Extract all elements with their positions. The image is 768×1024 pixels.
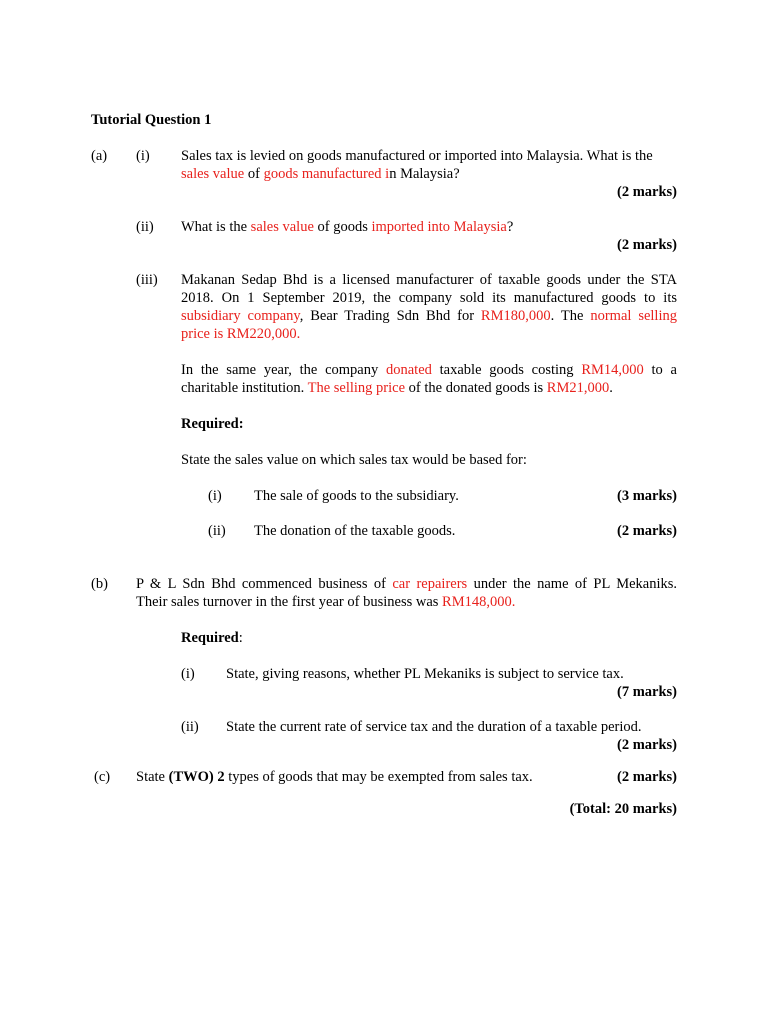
a-i-line2 xyxy=(181,165,672,183)
a-ii-seg1: What is the xyxy=(181,219,251,235)
a-ii-red-imported: imported into Malaysia xyxy=(371,219,507,235)
a-i-marks: (2 marks) xyxy=(616,184,677,200)
b-required xyxy=(181,629,243,647)
c-text xyxy=(136,768,533,786)
c-seg1: State xyxy=(136,769,169,785)
a-i-text-seg2: n Malaysia? xyxy=(389,166,460,182)
a-iii-red-rm21000: RM21,000 xyxy=(546,380,610,396)
a-iii-seg1: , Bear Trading Sdn Bhd for xyxy=(299,308,481,324)
a-i-red-sales-value: sales value xyxy=(181,166,245,182)
a-iii-line4: price is RM220,000. xyxy=(181,326,301,342)
b-line1 xyxy=(136,575,677,593)
a-iii-paragraph2 xyxy=(181,361,677,397)
a-ii-marks: (2 marks) xyxy=(616,237,677,253)
a-iii-red-donated: donated xyxy=(385,362,432,378)
a-iii-red-rm180000: RM180,000 xyxy=(480,308,551,324)
b-required-word: Required xyxy=(181,630,239,646)
part-c-label: (c) xyxy=(94,769,111,785)
a-iii-p2-seg3: to a xyxy=(643,362,677,378)
a-iii-sub-i-text: The sale of goods to the subsidiary. xyxy=(254,488,459,504)
a-iii-line3 xyxy=(181,307,677,325)
a-iii-line1: Makanan Sedap Bhd is a licensed manufacturer of taxable goods under the STA xyxy=(181,272,677,288)
a-i-red-goods-manufactured: goods manufactured i xyxy=(263,166,390,182)
total-marks: (Total: 20 marks) xyxy=(569,801,677,817)
a-iii-label: (iii) xyxy=(136,272,158,288)
a-iii-seg2: . The xyxy=(550,308,591,324)
a-iii-sub-ii-text: The donation of the taxable goods. xyxy=(254,523,456,539)
a-iii-red-selling-price: The selling price xyxy=(307,380,406,396)
a-iii-p2-line1 xyxy=(181,361,677,379)
b-seg2: under the name of PL Mekaniks. xyxy=(467,576,678,592)
a-iii-p2-seg1: In the same year, the company xyxy=(181,362,386,378)
a-i-label: (i) xyxy=(136,148,150,164)
a-iii-p2-seg2: taxable goods costing xyxy=(431,362,582,378)
b-paragraph xyxy=(136,575,677,611)
b-ii-marks: (2 marks) xyxy=(616,737,677,753)
a-i-line1: Sales tax is levied on goods manufactured or imported into Malaysia. What is the xyxy=(181,148,653,164)
b-i-marks: (7 marks) xyxy=(616,684,677,700)
c-bold-2: 2 xyxy=(217,769,225,785)
a-i-text xyxy=(181,147,672,183)
part-b-label: (b) xyxy=(91,576,108,592)
b-i-text: State, giving reasons, whether PL Mekaniks is subject to service tax. xyxy=(226,666,624,682)
c-bold-two: (TWO) xyxy=(168,769,214,785)
b-red-rm148000: RM148,000. xyxy=(442,594,516,610)
a-iii-p2-line2 xyxy=(181,379,677,397)
b-required-colon: : xyxy=(238,630,243,646)
a-ii-text xyxy=(181,218,513,236)
a-iii-line2: 2018. On 1 September 2019, the company sold its manufactured goods to its xyxy=(181,290,677,306)
a-iii-red-subsidiary: subsidiary company xyxy=(181,308,300,324)
a-iii-sub-i-label: (i) xyxy=(208,488,222,504)
a-iii-p2l2-seg1: charitable institution. xyxy=(181,380,308,396)
b-ii-label: (ii) xyxy=(181,719,199,735)
b-seg1: P & L Sdn Bhd commenced business of xyxy=(136,576,393,592)
b-line2 xyxy=(136,593,677,611)
a-iii-red-rm14000: RM14,000 xyxy=(581,362,644,378)
a-iii-sub-i-marks: (3 marks) xyxy=(616,488,677,504)
a-iii-sub-ii-marks: (2 marks) xyxy=(616,523,677,539)
a-iii-p2l2-seg2: of the donated goods is xyxy=(405,380,547,396)
c-marks: (2 marks) xyxy=(616,769,677,785)
page-title: Tutorial Question 1 xyxy=(91,112,212,128)
c-seg3: types of goods that may be exempted from sales tax. xyxy=(224,769,533,785)
a-iii-paragraph1 xyxy=(181,271,677,343)
b-ii-text: State the current rate of service tax and the duration of a taxable period. xyxy=(226,719,642,735)
a-ii-red-sales-value: sales value xyxy=(250,219,314,235)
a-ii-seg2: of goods xyxy=(313,219,372,235)
b-red-car-repairers: car repairers xyxy=(392,576,468,592)
a-i-text-seg: of xyxy=(244,166,264,182)
a-ii-label: (ii) xyxy=(136,219,154,235)
a-iii-red-normal-selling: normal selling xyxy=(590,308,677,324)
a-iii-p2l2-seg3: . xyxy=(609,380,613,396)
b-i-label: (i) xyxy=(181,666,195,682)
part-a-label: (a) xyxy=(91,148,108,164)
a-iii-required: Required: xyxy=(181,416,244,432)
a-ii-seg3: ? xyxy=(506,219,514,235)
b-seg3: Their sales turnover in the first year of business was xyxy=(136,594,443,610)
a-iii-state: State the sales value on which sales tax would be based for: xyxy=(181,452,527,468)
a-iii-sub-ii-label: (ii) xyxy=(208,523,226,539)
